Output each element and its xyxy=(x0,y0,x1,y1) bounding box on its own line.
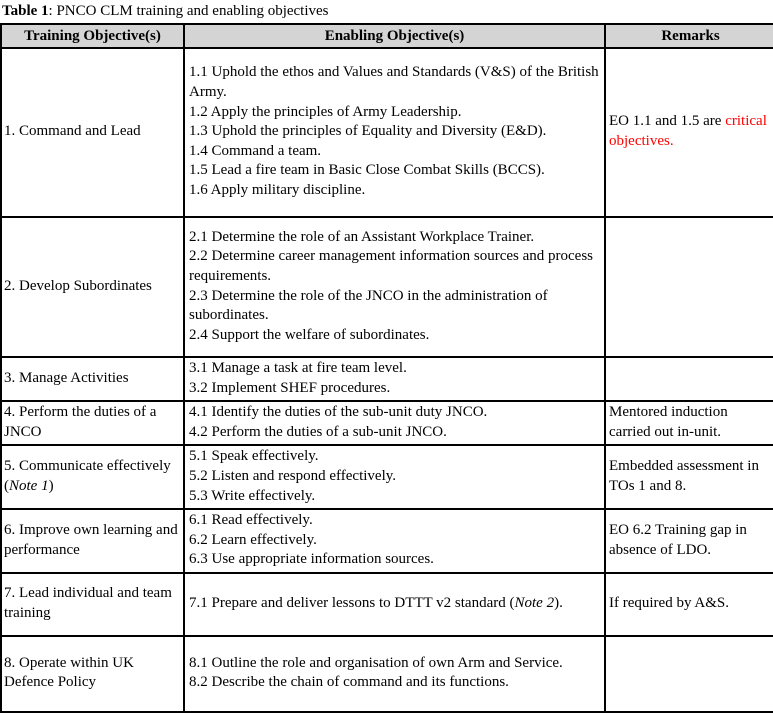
cell-remarks xyxy=(605,401,773,445)
enabling-objective-item: 6.2 Learn effectively. xyxy=(189,531,317,548)
enabling-objective-item: 1.1 Uphold the ethos and Values and Standards (V&S) of the British Army. xyxy=(189,64,599,101)
objectives-table xyxy=(0,23,773,713)
training-objective-note-tail: ) xyxy=(48,477,54,494)
training-objective-text: 5. Communicate effectively ( xyxy=(4,458,171,494)
training-objective-text: 3. Manage Activities xyxy=(4,369,129,386)
cell-enabling-objectives xyxy=(184,217,605,357)
enabling-objective-item: 1.6 Apply military discipline. xyxy=(189,181,366,198)
enabling-objective-item: 4.1 Identify the duties of the sub-unit duty JNCO. xyxy=(189,404,488,421)
training-objective-note: Note 1 xyxy=(9,477,49,494)
enabling-objective-item: 1.3 Uphold the principles of Equality and Diversity (E&D). xyxy=(189,123,547,140)
remarks-text: Mentored induction carried out in-unit. xyxy=(609,404,728,440)
enabling-objective-item: 3.1 Manage a task at fire team level. xyxy=(189,360,407,376)
table-row xyxy=(1,48,773,217)
enabling-objective-note-tail: ). xyxy=(554,595,563,612)
cell-remarks xyxy=(605,509,773,573)
training-objective-text: 7. Lead individual and team training xyxy=(4,585,172,621)
cell-enabling-objectives xyxy=(184,636,605,712)
enabling-objective-item: 2.2 Determine career management information sources and process requirements. xyxy=(189,248,594,284)
enabling-objective-item: 5.3 Write effectively. xyxy=(189,487,316,504)
cell-remarks xyxy=(605,48,773,217)
cell-training-objective xyxy=(1,357,184,401)
remarks-critical-text: critical objectives. xyxy=(609,113,767,149)
enabling-objective-item: 6.1 Read effectively. xyxy=(189,512,313,529)
training-objective-text: 4. Perform the duties of a JNCO xyxy=(4,404,157,440)
remarks-text: Embedded assessment in TOs 1 and 8. xyxy=(609,458,759,494)
cell-training-objective xyxy=(1,509,184,573)
caption-label: Table 1 xyxy=(2,3,49,19)
training-objective-text: 8. Operate within UK Defence Policy xyxy=(4,654,134,691)
table-row xyxy=(1,573,773,636)
table-row xyxy=(1,509,773,573)
cell-remarks xyxy=(605,636,773,712)
cell-remarks xyxy=(605,573,773,636)
enabling-objective-item: 8.1 Outline the role and organisation of own Arm and Service. xyxy=(189,654,563,671)
enabling-objective-item: 4.2 Perform the duties of a sub-unit JNCO. xyxy=(189,423,447,440)
table-row xyxy=(1,445,773,509)
training-objective-text: 6. Improve own learning and performance xyxy=(4,521,178,558)
column-header-enabling-objective: Enabling Objective(s) xyxy=(184,24,605,48)
cell-enabling-objectives xyxy=(184,509,605,573)
table-row xyxy=(1,636,773,712)
cell-training-objective xyxy=(1,445,184,509)
table-header-row xyxy=(1,24,773,48)
caption-text: : PNCO CLM training and enabling objectives xyxy=(48,3,329,19)
remarks-text: If required by A&S. xyxy=(609,595,729,612)
cell-training-objective xyxy=(1,636,184,712)
enabling-objective-item: 1.2 Apply the principles of Army Leadership. xyxy=(189,103,462,120)
remarks-text: EO 1.1 and 1.5 are xyxy=(609,113,726,130)
enabling-objective-item: 1.5 Lead a fire team in Basic Close Combat Skills (BCCS). xyxy=(189,162,545,179)
cell-remarks xyxy=(605,445,773,509)
enabling-objective-item: 5.1 Speak effectively. xyxy=(189,448,319,465)
enabling-objective-note: Note 2 xyxy=(514,595,555,612)
cell-training-objective xyxy=(1,217,184,357)
enabling-objective-item: 1.4 Command a team. xyxy=(189,142,322,159)
cell-enabling-objectives xyxy=(184,445,605,509)
training-objective-text: 2. Develop Subordinates xyxy=(4,277,152,294)
enabling-objective-item: 5.2 Listen and respond effectively. xyxy=(189,467,397,484)
cell-training-objective xyxy=(1,573,184,636)
column-header-training-objective: Training Objective(s) xyxy=(1,24,184,48)
enabling-objective-item: 6.3 Use appropriate information sources. xyxy=(189,551,434,568)
cell-remarks xyxy=(605,357,773,401)
enabling-objective-item: 2.1 Determine the role of an Assistant Workplace Trainer. xyxy=(189,228,535,245)
cell-enabling-objectives xyxy=(184,573,605,636)
table-row xyxy=(1,401,773,445)
enabling-objective-item: 7.1 Prepare and deliver lessons to DTTT v2 standard ( xyxy=(189,595,515,612)
table-row xyxy=(1,357,773,401)
table-row xyxy=(1,217,773,357)
enabling-objective-item: 8.2 Describe the chain of command and its functions. xyxy=(189,674,509,691)
enabling-objective-item: 3.2 Implement SHEF procedures. xyxy=(189,379,391,396)
enabling-objective-item: 2.4 Support the welfare of subordinates. xyxy=(189,326,430,343)
training-objective-text: 1. Command and Lead xyxy=(4,123,141,140)
cell-remarks xyxy=(605,217,773,357)
table-caption xyxy=(0,0,773,23)
cell-enabling-objectives xyxy=(184,401,605,445)
column-header-remarks: Remarks xyxy=(605,24,773,48)
cell-enabling-objectives xyxy=(184,357,605,401)
remarks-text: EO 6.2 Training gap in absence of LDO. xyxy=(609,521,747,558)
cell-training-objective xyxy=(1,48,184,217)
cell-training-objective xyxy=(1,401,184,445)
cell-enabling-objectives xyxy=(184,48,605,217)
enabling-objective-item: 2.3 Determine the role of the JNCO in the administration of subordinates. xyxy=(189,287,548,324)
